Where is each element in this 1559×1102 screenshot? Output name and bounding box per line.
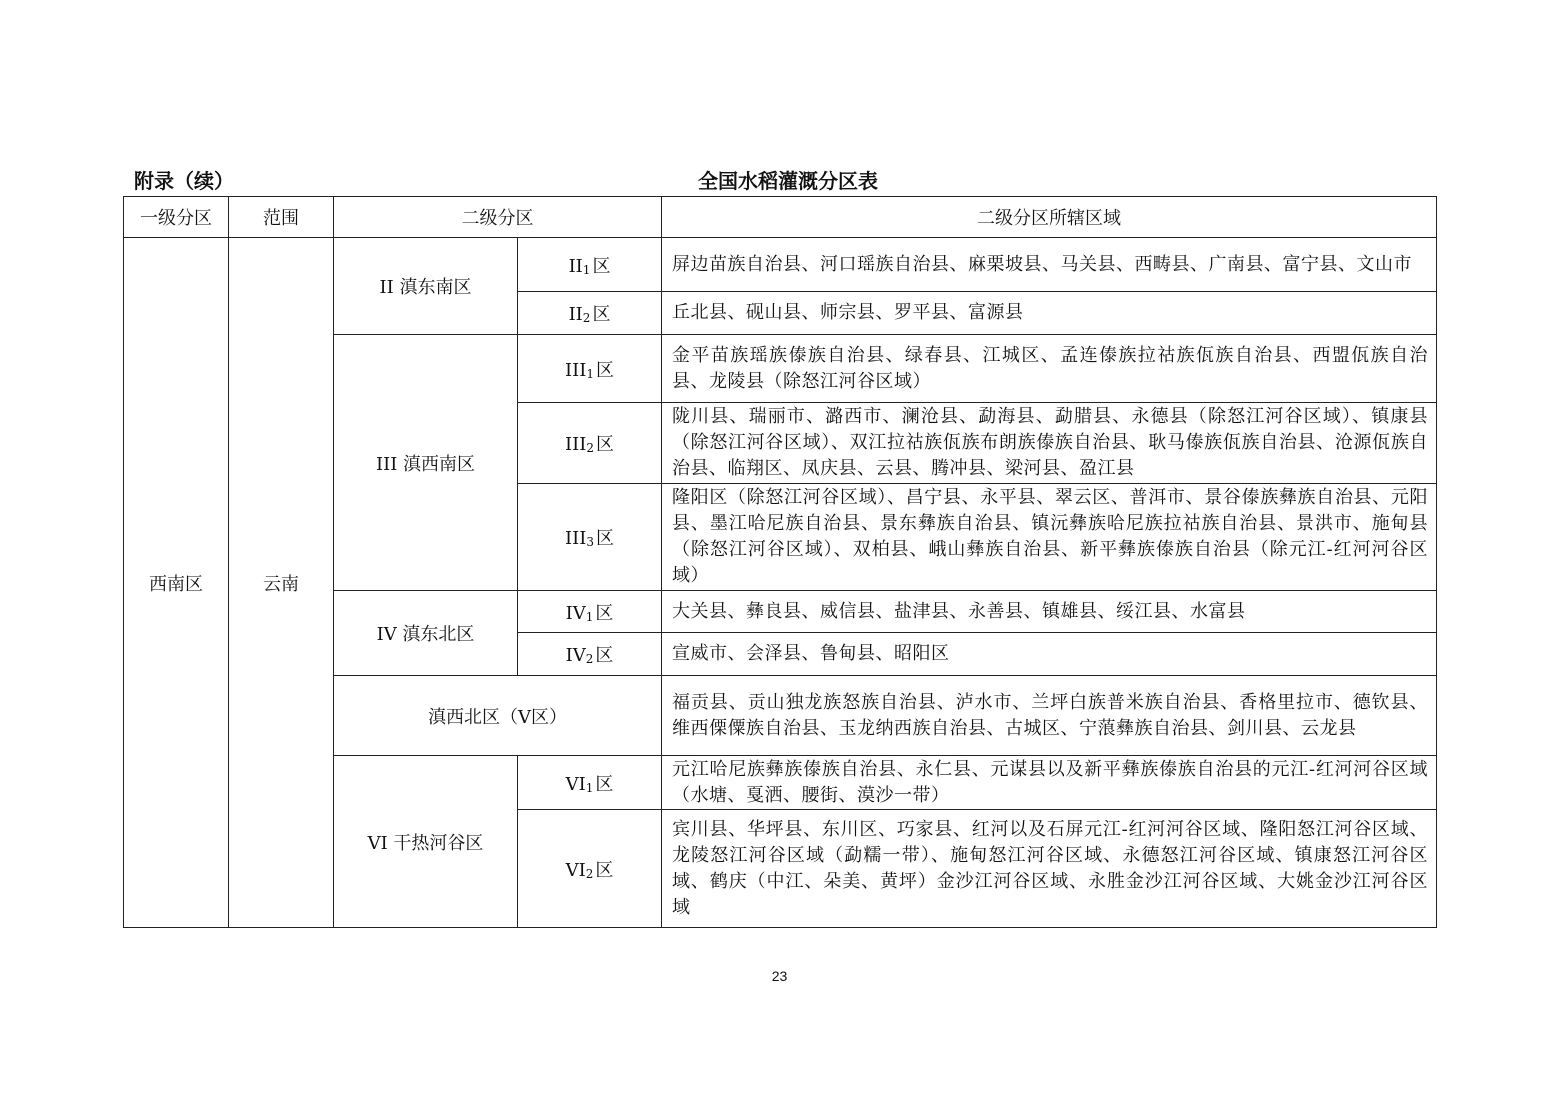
area-iv1: 大关县、彝良县、威信县、盐津县、永善县、镇雄县、绥江县、水富县: [662, 591, 1437, 633]
column-header-secondary-zone: 二级分区: [334, 197, 662, 238]
primary-zone-cell: 西南区: [124, 238, 229, 928]
area-v: 福贡县、贡山独龙族怒族自治县、泸水市、兰坪白族普米族自治县、香格里拉市、德钦县、维西傈僳族自治县、玉龙纳西族自治县、古城区、宁蒗彝族自治县、剑川县、云龙县: [662, 676, 1437, 756]
scope-cell: 云南: [229, 238, 334, 928]
subzone-iv2: IV2 区: [518, 633, 662, 676]
secondary-zone-v: 滇西北区（V区）: [334, 676, 662, 756]
area-vi1: 元江哈尼族彝族傣族自治县、永仁县、元谋县以及新平彝族傣族自治县的元江-红河河谷区域（水塘、戛洒、腰街、漠沙一带）: [662, 756, 1437, 810]
secondary-zone-vi: VI 干热河谷区: [334, 756, 518, 928]
area-iv2: 宣威市、会泽县、鲁甸县、昭阳区: [662, 633, 1437, 676]
subzone-vi2: VI2 区: [518, 810, 662, 928]
area-ii1: 屏边苗族自治县、河口瑶族自治县、麻栗坡县、马关县、西畴县、广南县、富宁县、文山市: [662, 238, 1437, 292]
subzone-iv1: IV1 区: [518, 591, 662, 633]
secondary-zone-ii: II 滇东南区: [334, 238, 518, 335]
secondary-zone-iii: III 滇西南区: [334, 335, 518, 591]
subzone-vi1: VI1 区: [518, 756, 662, 810]
column-header-scope: 范围: [229, 197, 334, 238]
area-vi2: 宾川县、华坪县、东川区、巧家县、红河以及石屏元江-红河河谷区域、隆阳怒江河谷区域、龙陵怒江河谷区域（勐糯一带）、施甸怒江河谷区域、永德怒江河谷区域、镇康怒江河谷区域、鹤庆（中江、朵美、黄坪）金沙江河谷区域、永胜金沙江河谷区域、大姚金沙江河谷区域: [662, 810, 1437, 928]
column-header-primary-zone: 一级分区: [124, 197, 229, 238]
column-header-area: 二级分区所辖区域: [662, 197, 1437, 238]
subzone-ii2: II2 区: [518, 292, 662, 335]
area-iii2: 陇川县、瑞丽市、潞西市、澜沧县、勐海县、勐腊县、永德县（除怒江河谷区域）、镇康县（除怒江河谷区域）、双江拉祜族佤族布朗族傣族自治县、耿马傣族佤族自治县、沧源佤族自治县、临翔区、凤庆县、云县、腾冲县、梁河县、盈江县: [662, 403, 1437, 484]
subzone-ii1: II1 区: [518, 238, 662, 292]
page-number: 23: [771, 968, 788, 984]
appendix-label: 附录（续）: [134, 169, 234, 193]
area-ii2: 丘北县、砚山县、师宗县、罗平县、富源县: [662, 292, 1437, 335]
area-iii3: 隆阳区（除怒江河谷区域）、昌宁县、永平县、翠云区、普洱市、景谷傣族彝族自治县、元阳县、墨江哈尼族自治县、景东彝族自治县、镇沅彝族哈尼族拉祜族自治县、景洪市、施甸县（除怒江河谷区域）、双柏县、峨山彝族自治县、新平彝族傣族自治县（除元江-红河河谷区域）: [662, 484, 1437, 591]
subzone-iii3: III3 区: [518, 484, 662, 591]
subzone-iii1: III1 区: [518, 335, 662, 403]
page-title: 全国水稻灌溉分区表: [698, 169, 878, 193]
secondary-zone-iv: IV 滇东北区: [334, 591, 518, 676]
table-header-row: [124, 197, 1437, 238]
subzone-iii2: III2 区: [518, 403, 662, 484]
irrigation-zone-table: [123, 196, 1437, 928]
area-iii1: 金平苗族瑶族傣族自治县、绿春县、江城区、孟连傣族拉祜族佤族自治县、西盟佤族自治县、龙陵县（除怒江河谷区域）: [662, 335, 1437, 403]
table-row: [124, 238, 1437, 292]
